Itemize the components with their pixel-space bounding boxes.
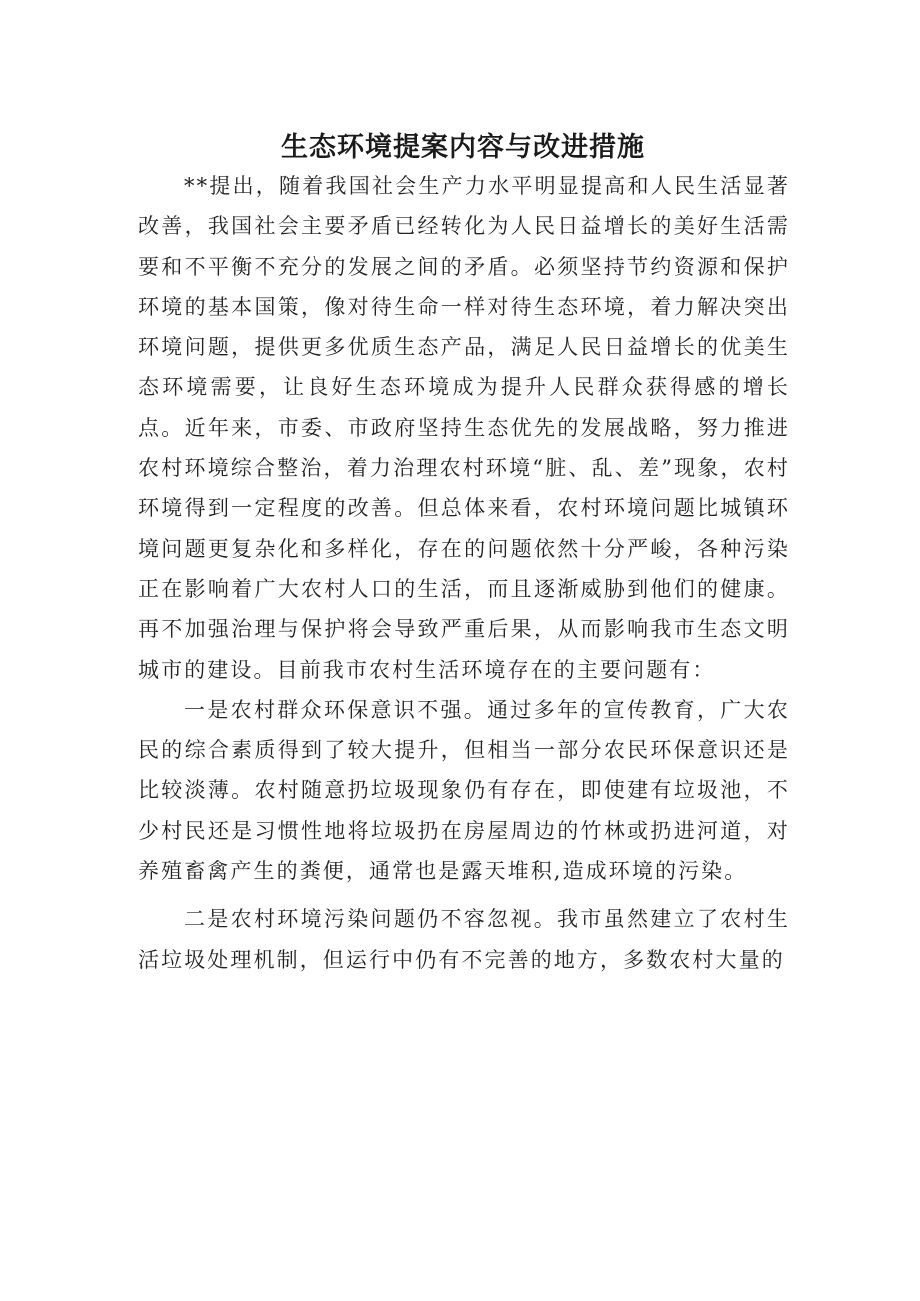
document-title: 生态环境提案内容与改进措施 [281, 132, 645, 163]
paragraph-problem-one: 一是农村群众环保意识不强。通过多年的宣传教育，广大农民的综合素质得到了较大提升，但相当一部分农民环保意识还是比较淡薄。农村随意扔垃圾现象仍有存在，即使建有垃圾池，不少村民还是习惯性地将垃圾扔在房屋周边的竹林或扔进河道，对养殖畜禽产生的粪便，通常也是露天堆积,造成环境的污染。 [138, 697, 790, 884]
paragraph-intro: **提出，随着我国社会生产力水平明显提高和人民生活显著改善，我国社会主要矛盾已经转化为人民日益增长的美好生活需要和不平衡不充分的发展之间的矛盾。必须坚持节约资源和保护环境的基本国策，像对待生命一样对待生态环境，着力解决突出环境问题，提供更多优质生态产品，满足人民日益增长的优美生态环境需要，让良好生态环境成为提升人民群众获得感的增长点。近年来，市委、市政府坚持生态优先的发展战略，努力推进农村环境综合整治，着力治理农村环境“脏、乱、差”现象，农村环境得到一定程度的改善。但总体来看，农村环境问题比城镇环境问题更复杂化和多样化，存在的问题依然十分严峻，各种污染正在影响着广大农村人口的生活，而且逐渐威胁到他们的健康。再不加强治理与保护将会导致严重后果，从而影响我市生态文明城市的建设。目前我市农村生活环境存在的主要问题有： [138, 174, 790, 682]
paragraph-problem-two: 二是农村环境污染问题仍不容忽视。我市虽然建立了农村生活垃圾处理机制，但运行中仍有不完善的地方，多数农村大量的 [138, 907, 790, 972]
document-body [138, 166, 790, 980]
